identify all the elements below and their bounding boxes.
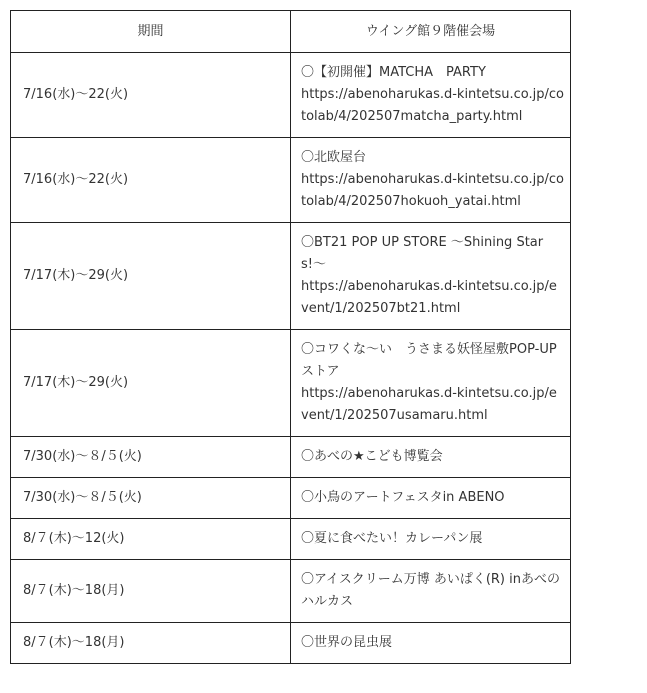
table-row [11,437,571,478]
venue-cell [291,623,571,664]
event-name: 〇アイスクリーム万博 あいぱく(R) inあべのハルカス [301,572,560,609]
period-cell: 7/16(水)〜22(火) [11,138,291,223]
venue-column-header: ウイング館９階催会場 [291,11,571,53]
venue-cell [291,437,571,478]
event-name: 〇あべの★こども博覧会 [301,449,443,464]
period-cell: 7/30(水)〜８/５(火) [11,478,291,519]
venue-cell [291,138,571,223]
venue-cell [291,519,571,560]
period-cell: 7/16(水)〜22(火) [11,53,291,138]
period-cell: 7/17(木)〜29(火) [11,330,291,437]
table-row [11,138,571,223]
table-row [11,623,571,664]
period-column-header: 期間 [11,11,291,53]
table-row [11,53,571,138]
venue-cell [291,330,571,437]
period-cell: 7/17(木)〜29(火) [11,223,291,330]
table-row [11,478,571,519]
venue-cell [291,53,571,138]
venue-cell [291,223,571,330]
event-name: 〇コワくな〜い うさまる妖怪屋敷POP-UP ストア [301,342,557,379]
event-name: 〇BT21 POP UP STORE 〜Shining Stars!〜 [301,235,544,272]
period-cell: 8/７(木)〜18(月) [11,560,291,623]
event-name: 〇夏に食べたい！カレーパン展 [301,531,483,546]
table-header-row [11,11,571,53]
period-cell: 8/７(木)〜18(月) [11,623,291,664]
event-link[interactable]: https://abenoharukas.d-kintetsu.co.jp/cotolab/4/202507matcha_party.html [301,87,564,124]
table-row [11,330,571,437]
event-name: 〇小鳥のアートフェスタin ABENO [301,490,505,505]
table-row [11,519,571,560]
event-name: 〇【初開催】MATCHA PARTY [301,65,486,80]
period-cell: 7/30(水)〜８/５(火) [11,437,291,478]
table-row [11,560,571,623]
period-cell: 8/７(木)〜12(火) [11,519,291,560]
venue-cell [291,560,571,623]
event-schedule-table [10,10,571,664]
event-name: 〇世界の昆虫展 [301,635,393,650]
event-name: 〇北欧屋台 [301,150,367,165]
event-link[interactable]: https://abenoharukas.d-kintetsu.co.jp/cotolab/4/202507hokuoh_yatai.html [301,172,564,209]
table-row [11,223,571,330]
venue-cell [291,478,571,519]
event-link[interactable]: https://abenoharukas.d-kintetsu.co.jp/event/1/202507bt21.html [301,279,557,316]
event-link[interactable]: https://abenoharukas.d-kintetsu.co.jp/event/1/202507usamaru.html [301,386,557,423]
